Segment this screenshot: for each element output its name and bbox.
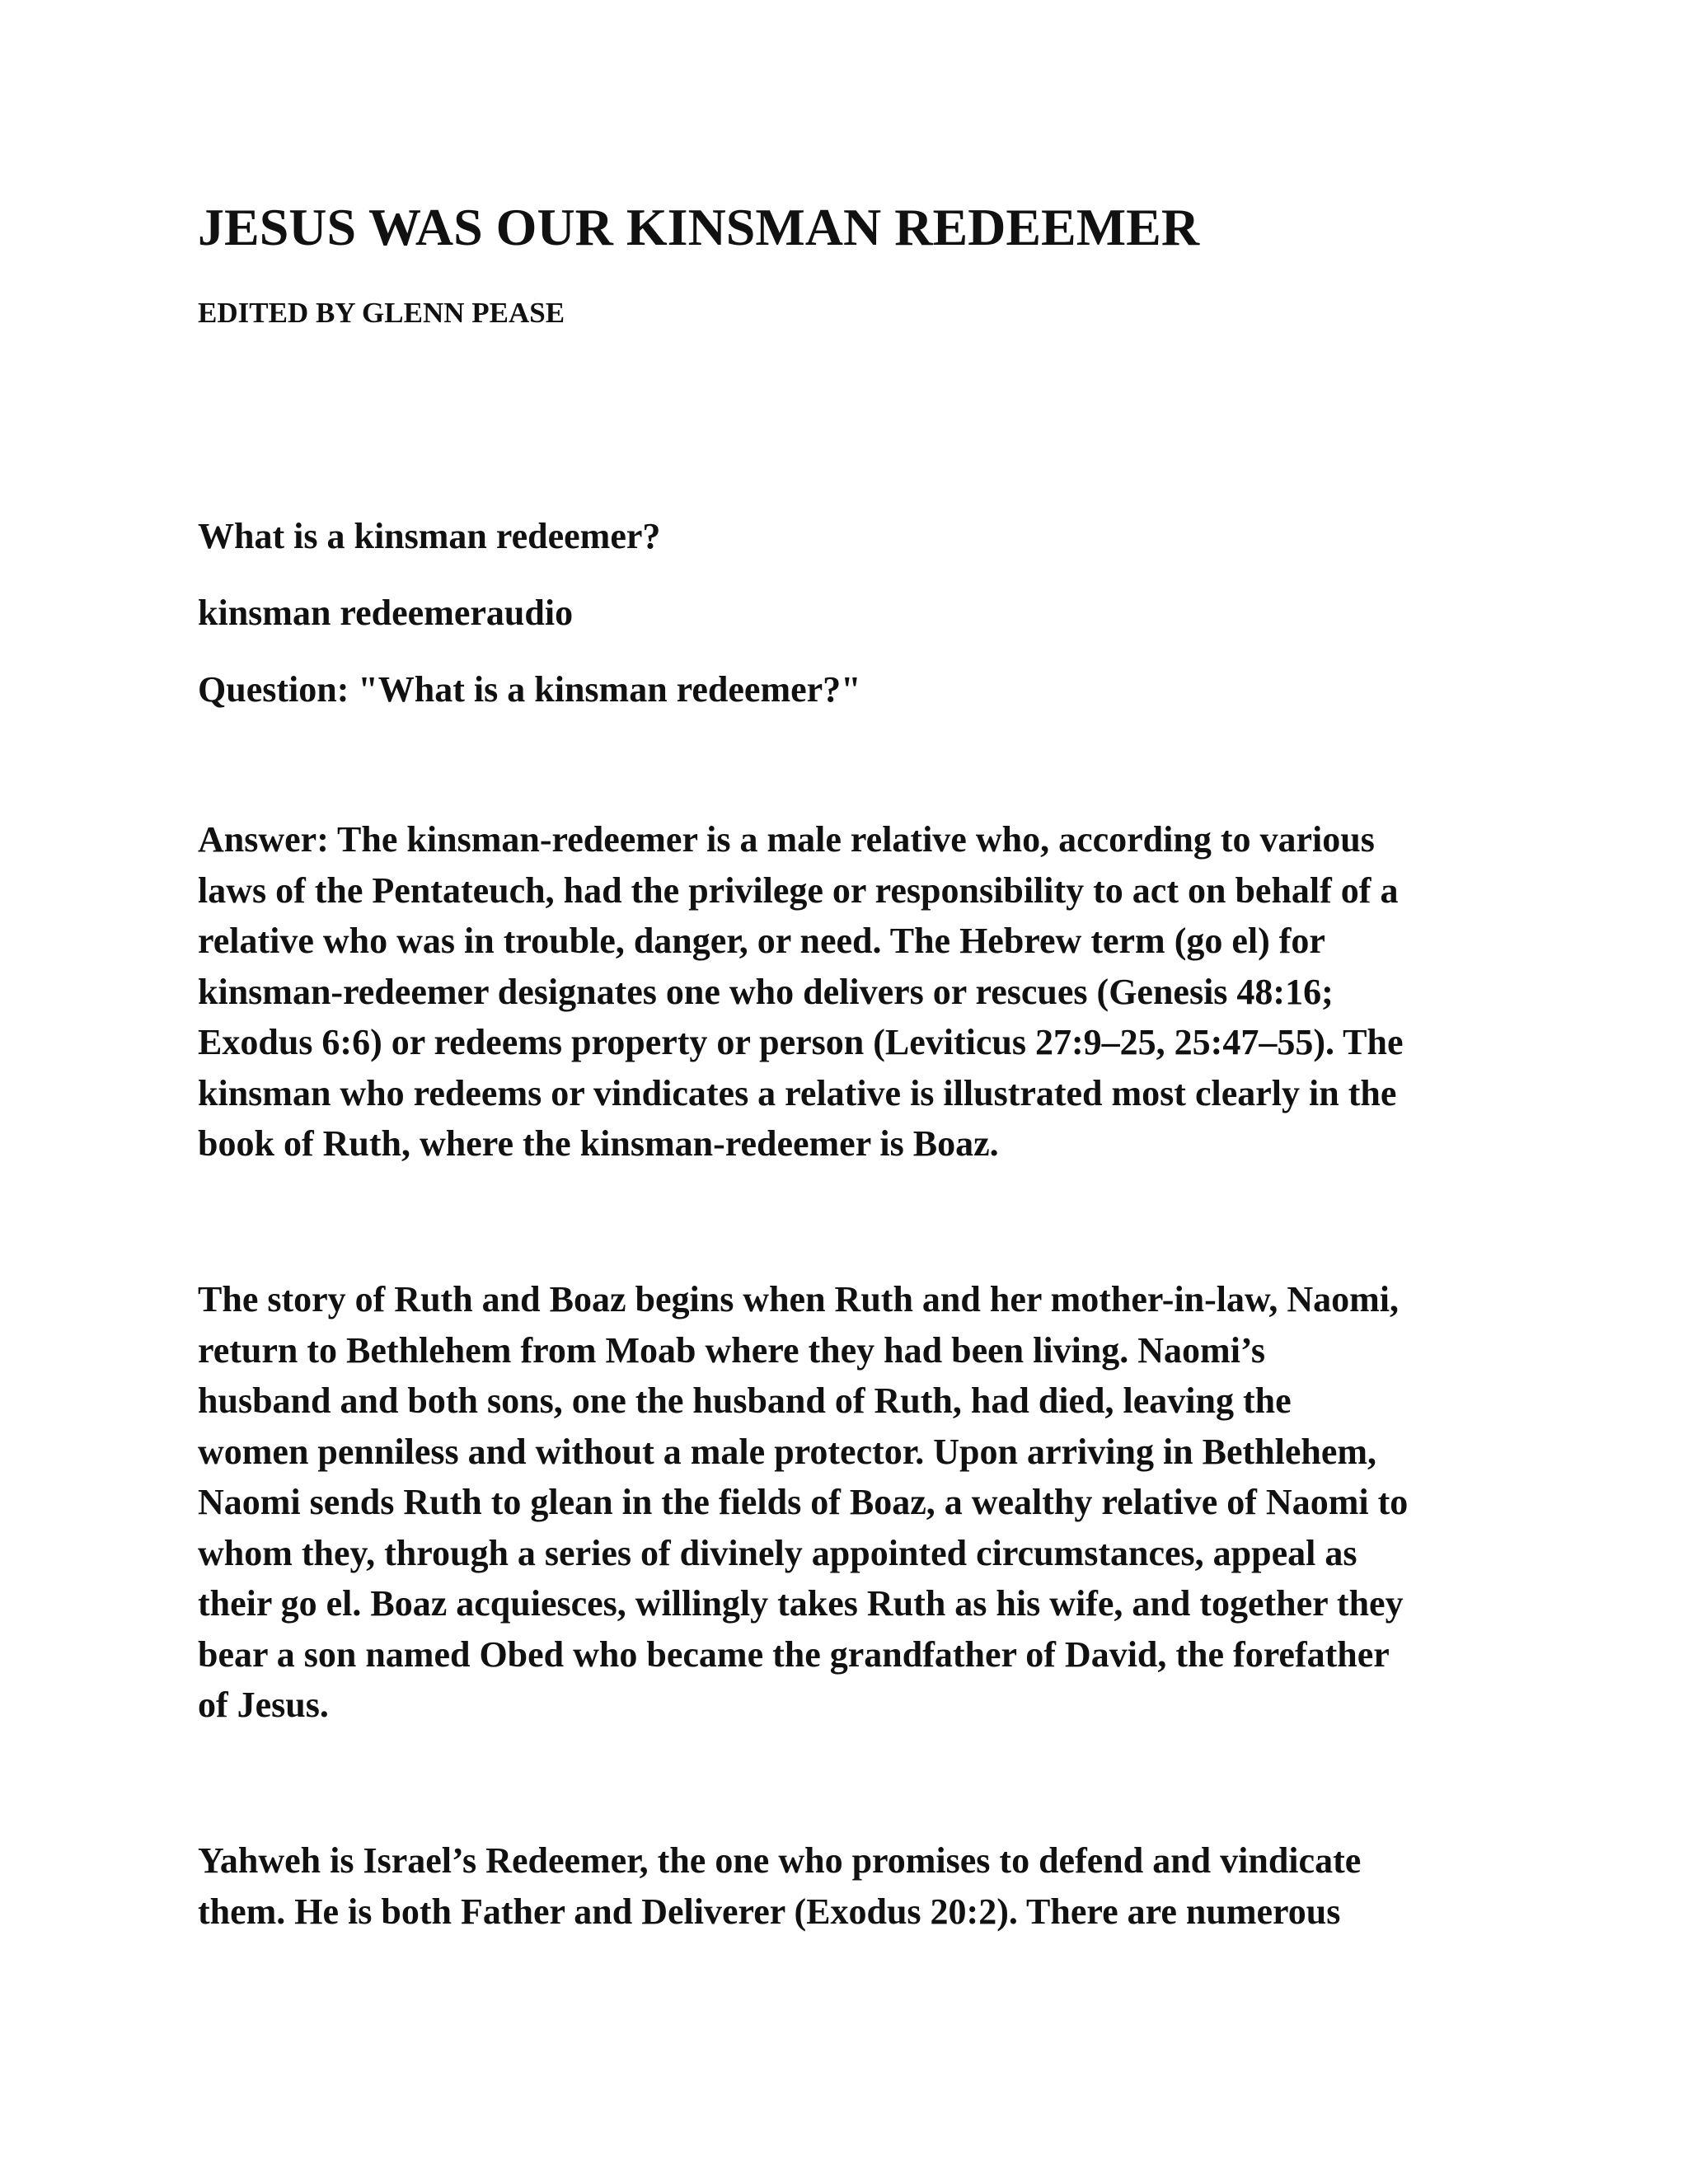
paragraph-line: bear a son named Obed who became the grandfather of David, the forefather [198,1633,1390,1675]
paragraph-ruth-story [198,1274,1484,1731]
paragraph-line: whom they, through a series of divinely appointed circumstances, appeal as [198,1532,1357,1573]
paragraph-line: women penniless and without a male protector. Upon arriving in Bethlehem, [198,1431,1377,1472]
paragraph-line: Naomi sends Ruth to glean in the fields of Boaz, a wealthy relative of Naomi to [198,1482,1409,1522]
paragraph-line: husband and both sons, one the husband of Ruth, had died, leaving the [198,1380,1292,1421]
paragraph-line: them. He is both Father and Deliverer (Exodus 20:2). There are numerous [198,1891,1341,1932]
document-title: JESUS WAS OUR KINSMAN REDEEMER [198,198,1200,256]
paragraph-line: Answer: The kinsman-redeemer is a male relative who, according to various [198,819,1375,860]
paragraph-line: Yahweh is Israel’s Redeemer, the one who promises to defend and vindicate [198,1840,1362,1881]
paragraph-yahweh [198,1835,1484,1937]
paragraph-line: return to Bethlehem from Moab where they had been living. Naomi’s [198,1329,1266,1371]
paragraph-line: book of Ruth, where the kinsman-redeemer is Boaz. [198,1123,999,1164]
paragraph-line: laws of the Pentateuch, had the privilege or responsibility to act on behalf of a [198,869,1399,911]
paragraph-line: kinsman-redeemer designates one who delivers or rescues (Genesis 48:16; [198,971,1334,1012]
paragraph-line: their go el. Boaz acquiesces, willingly takes Ruth as his wife, and together they [198,1583,1404,1624]
byline: EDITED BY GLENN PEASE [198,297,565,329]
paragraph-line: relative who was in trouble, danger, or need. The Hebrew term (go el) for [198,921,1325,961]
question-line: Question: "What is a kinsman redeemer?" [198,669,861,710]
audio-label: kinsman redeemeraudio [198,593,574,633]
section-heading: What is a kinsman redeemer? [198,516,661,556]
paragraph-line: kinsman who redeems or vindicates a relative is illustrated most clearly in the [198,1072,1397,1113]
paragraph-line: of Jesus. [198,1685,329,1725]
paragraph-line: Exodus 6:6) or redeems property or person (Leviticus 27:9–25, 25:47–55). The [198,1022,1404,1062]
paragraph-answer [198,814,1484,1169]
paragraph-line: The story of Ruth and Boaz begins when Ruth and her mother-in-law, Naomi, [198,1279,1400,1319]
